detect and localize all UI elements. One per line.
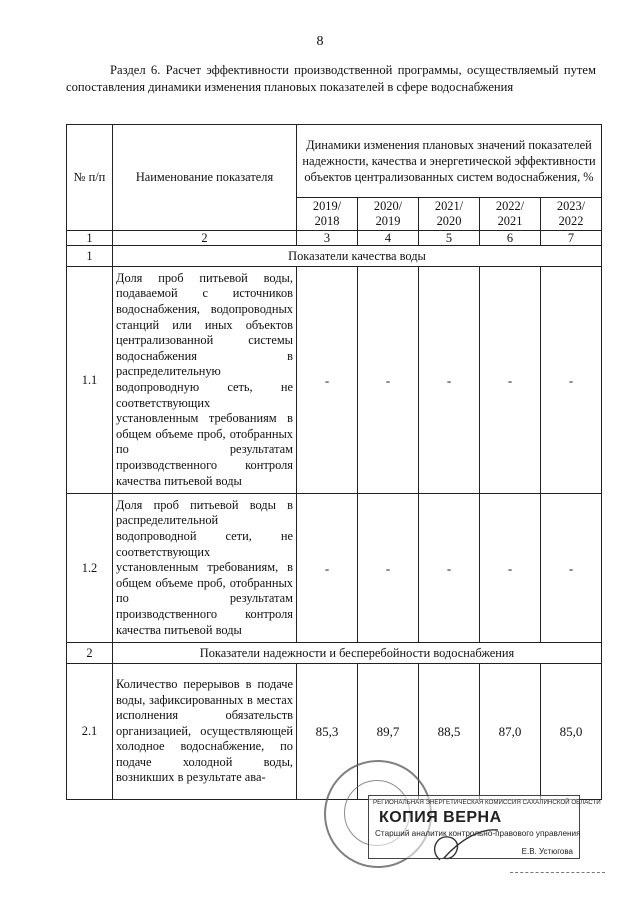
year-header: 2021/ 2020 [419, 198, 480, 231]
signature-line [510, 872, 605, 873]
column-number: 6 [480, 231, 541, 246]
row-number: 1.1 [67, 267, 113, 494]
indicator-name: Количество перерывов в подаче воды, зафиксированных в местах исполнения обязательств организацией, осуществляющей холодное водоснабжение, по подаче холодной воды, возникших в результате ава- [113, 664, 297, 800]
value-cell: - [297, 267, 358, 494]
value-cell: 87,0 [480, 664, 541, 800]
column-number: 7 [541, 231, 602, 246]
value-cell: - [419, 267, 480, 494]
section-number: 1 [67, 246, 113, 267]
handwritten-signature [420, 820, 510, 870]
section-title-cell: Показатели качества воды [113, 246, 602, 267]
column-number: 2 [113, 231, 297, 246]
section-title-cell: Показатели надежности и бесперебойности водоснабжения [113, 643, 602, 664]
value-cell: - [358, 267, 419, 494]
section-number: 2 [67, 643, 113, 664]
stamp-position: Старший аналитик контрольно-правового управления [375, 829, 581, 838]
metrics-table [66, 124, 602, 800]
year-header: 2020/ 2019 [358, 198, 419, 231]
header-dynamics: Динамики изменения плановых значений показателей надежности, качества и энергетической эффективности объектов централизованных систем водоснабжения, % [297, 125, 602, 198]
value-cell: 85,3 [297, 664, 358, 800]
value-cell: 85,0 [541, 664, 602, 800]
value-cell: - [480, 267, 541, 494]
value-cell: - [541, 267, 602, 494]
header-name: Наименование показателя [113, 125, 297, 231]
page-number: 8 [316, 34, 324, 49]
row-number: 1.2 [67, 494, 113, 643]
row-number: 2.1 [67, 664, 113, 800]
section-row [67, 643, 602, 664]
table-row [67, 267, 602, 494]
column-number: 3 [297, 231, 358, 246]
value-cell: - [297, 494, 358, 643]
stamp-signer: Е.В. Устюгова [521, 847, 573, 856]
stamp-organization: РЕГИОНАЛЬНАЯ ЭНЕРГЕТИЧЕСКАЯ КОМИССИЯ САХАЛИНСКОЙ ОБЛАСТИ [373, 799, 601, 806]
column-number: 4 [358, 231, 419, 246]
value-cell: 88,5 [419, 664, 480, 800]
year-header: 2019/ 2018 [297, 198, 358, 231]
value-cell: - [541, 494, 602, 643]
year-header: 2022/ 2021 [480, 198, 541, 231]
section-title: Раздел 6. Расчет эффективности производственной программы, осуществляемый путем сопоставления динамики изменения плановых показателей в сфере водоснабжения [66, 63, 596, 94]
section-row [67, 246, 602, 267]
column-numbers-row [67, 231, 602, 246]
value-cell: 89,7 [358, 664, 419, 800]
stamp-title: КОПИЯ ВЕРНА [379, 809, 502, 826]
value-cell: - [419, 494, 480, 643]
year-header: 2023/ 2022 [541, 198, 602, 231]
indicator-name: Доля проб питьевой воды, подаваемой с источников водоснабжения, водопроводных станций или иных объектов централизованной системы водоснабжения в распределительную водопроводную сеть, не соответствующих установленным требованиям в общем объеме проб, отобранных по результатам производственного контроля качества питьевой воды [113, 267, 297, 494]
header-num: № п/п [67, 125, 113, 231]
indicator-name: Доля проб питьевой воды в распределительной водопроводной сети, не соответствующих установленным требованиям, в общем объеме проб, отобранных по результатам производственного контроля качества питьевой воды [113, 494, 297, 643]
column-number: 5 [419, 231, 480, 246]
column-number: 1 [67, 231, 113, 246]
table-row [67, 494, 602, 643]
header-row [67, 125, 602, 198]
value-cell: - [358, 494, 419, 643]
table-row [67, 664, 602, 800]
value-cell: - [480, 494, 541, 643]
